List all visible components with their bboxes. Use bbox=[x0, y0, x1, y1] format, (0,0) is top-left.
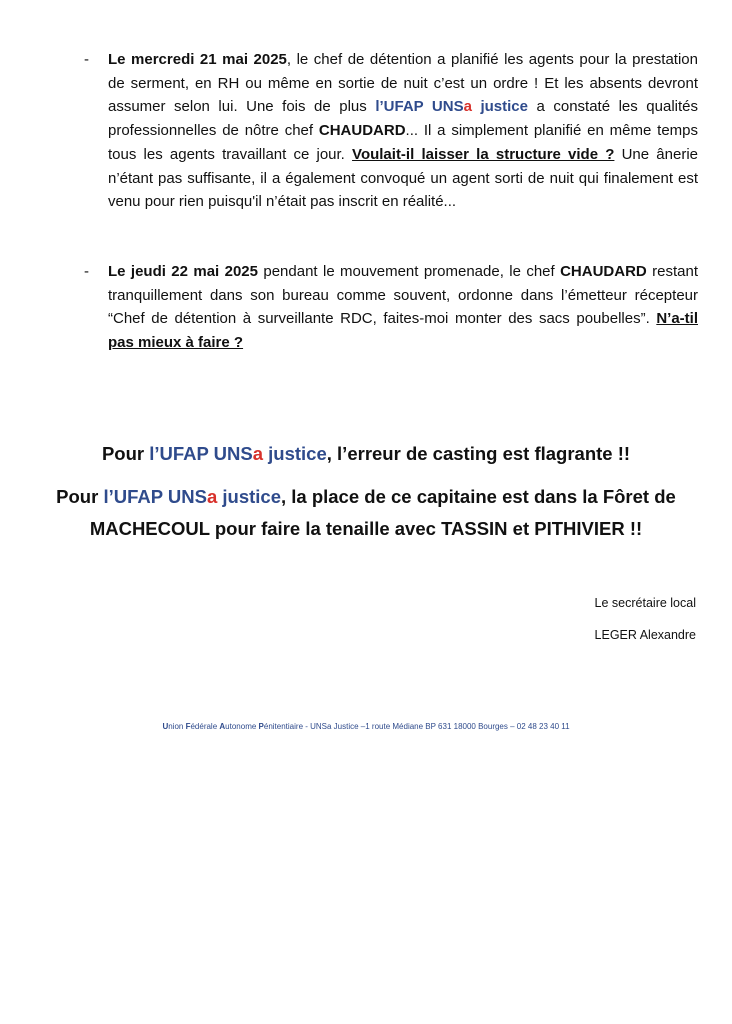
bullet-dash: - bbox=[84, 263, 89, 280]
chef-name: CHAUDARD bbox=[560, 263, 647, 280]
brand-part-3: justice bbox=[263, 443, 327, 464]
footer-text: utonome bbox=[225, 722, 259, 731]
headline-text: , l’erreur de casting est flagrante !! bbox=[326, 443, 631, 464]
bullet-text-segment: Une ânerie n’étant pas suffisante, il a également convoqué un agent sorti de nuit qui finalement est venu pour rien puisqu'il n’était pas inscrit en réalité... bbox=[108, 145, 698, 211]
headline-machecoul: MACHECOUL pour faire la tenaille avec TASSIN et PITHIVIER !! bbox=[89, 518, 643, 539]
signature-role: Le secrétaire local bbox=[594, 596, 696, 610]
bullet-dash: - bbox=[84, 51, 89, 68]
signature-name: LEGER Alexandre bbox=[594, 628, 696, 642]
footer-initial: A bbox=[219, 722, 226, 731]
bullet-paragraph bbox=[108, 48, 698, 214]
bullet-question: N’a-til pas mieux à faire ? bbox=[108, 310, 698, 352]
brand-name bbox=[375, 98, 528, 115]
brand-part-3: justice bbox=[471, 98, 528, 116]
bullet-text-segment: pendant le mouvement promenade, le chef bbox=[257, 263, 561, 280]
headline-casting bbox=[0, 439, 732, 469]
brand-part-2: a bbox=[252, 443, 264, 464]
brand-part-1: l’UFAP UNS bbox=[375, 98, 464, 116]
footer-initial: P bbox=[258, 722, 264, 731]
brand-part-3: justice bbox=[217, 486, 281, 507]
bullet-date: Le mercredi 21 mai 2025 bbox=[108, 51, 287, 68]
headline-text: , la place de ce capitaine est dans la Fôret de bbox=[280, 486, 676, 507]
footer-text: nion bbox=[168, 722, 186, 731]
brand-part-2: a bbox=[463, 98, 472, 116]
brand-part-1: l’UFAP UNS bbox=[149, 443, 253, 464]
bullet-paragraph bbox=[108, 260, 698, 355]
bullet-text-segment: a constaté les qualités professionnelles de nôtre chef bbox=[108, 98, 698, 140]
headline-text: Pour bbox=[56, 486, 104, 507]
bullet-text-segment: restant tranquillement dans son bureau comme souvent, ordonne dans l’émetteur récepteur “Chef de détention à surveillante RDC, faites-moi monter des sacs poubelles”. bbox=[108, 263, 698, 328]
footer-address bbox=[0, 722, 732, 731]
bullet-question: Voulait-il laisser la structure vide ? bbox=[352, 145, 615, 163]
chef-name: CHAUDARD bbox=[318, 122, 406, 140]
footer-initial: F bbox=[185, 722, 191, 731]
footer-initial: U bbox=[162, 722, 169, 731]
brand-name bbox=[103, 486, 281, 507]
bullet-text-segment: ... Il a simplement planifié en même temps tous les agents travaillant ce jour. bbox=[108, 122, 699, 163]
headline-text: Pour bbox=[101, 443, 150, 464]
brand-name bbox=[149, 443, 327, 464]
brand-part-2: a bbox=[206, 486, 218, 507]
bullet-text-segment: , le chef de détention a planifié les agents pour la prestation de serment, en RH ou même en sortie de nuit c’est un ordre ! Et les absents devront assumer selon lui. Une fois de plus bbox=[108, 51, 698, 116]
headline-place bbox=[0, 482, 732, 512]
brand-part-1: l’UFAP UNS bbox=[103, 486, 207, 507]
footer-text: édérale bbox=[190, 722, 220, 731]
bullet-date: Le jeudi 22 mai 2025 bbox=[108, 263, 258, 280]
footer-text: énitentiaire - UNSa Justice –1 route Médiane BP 631 18000 Bourges – 02 48 23 40 11 bbox=[263, 722, 570, 731]
